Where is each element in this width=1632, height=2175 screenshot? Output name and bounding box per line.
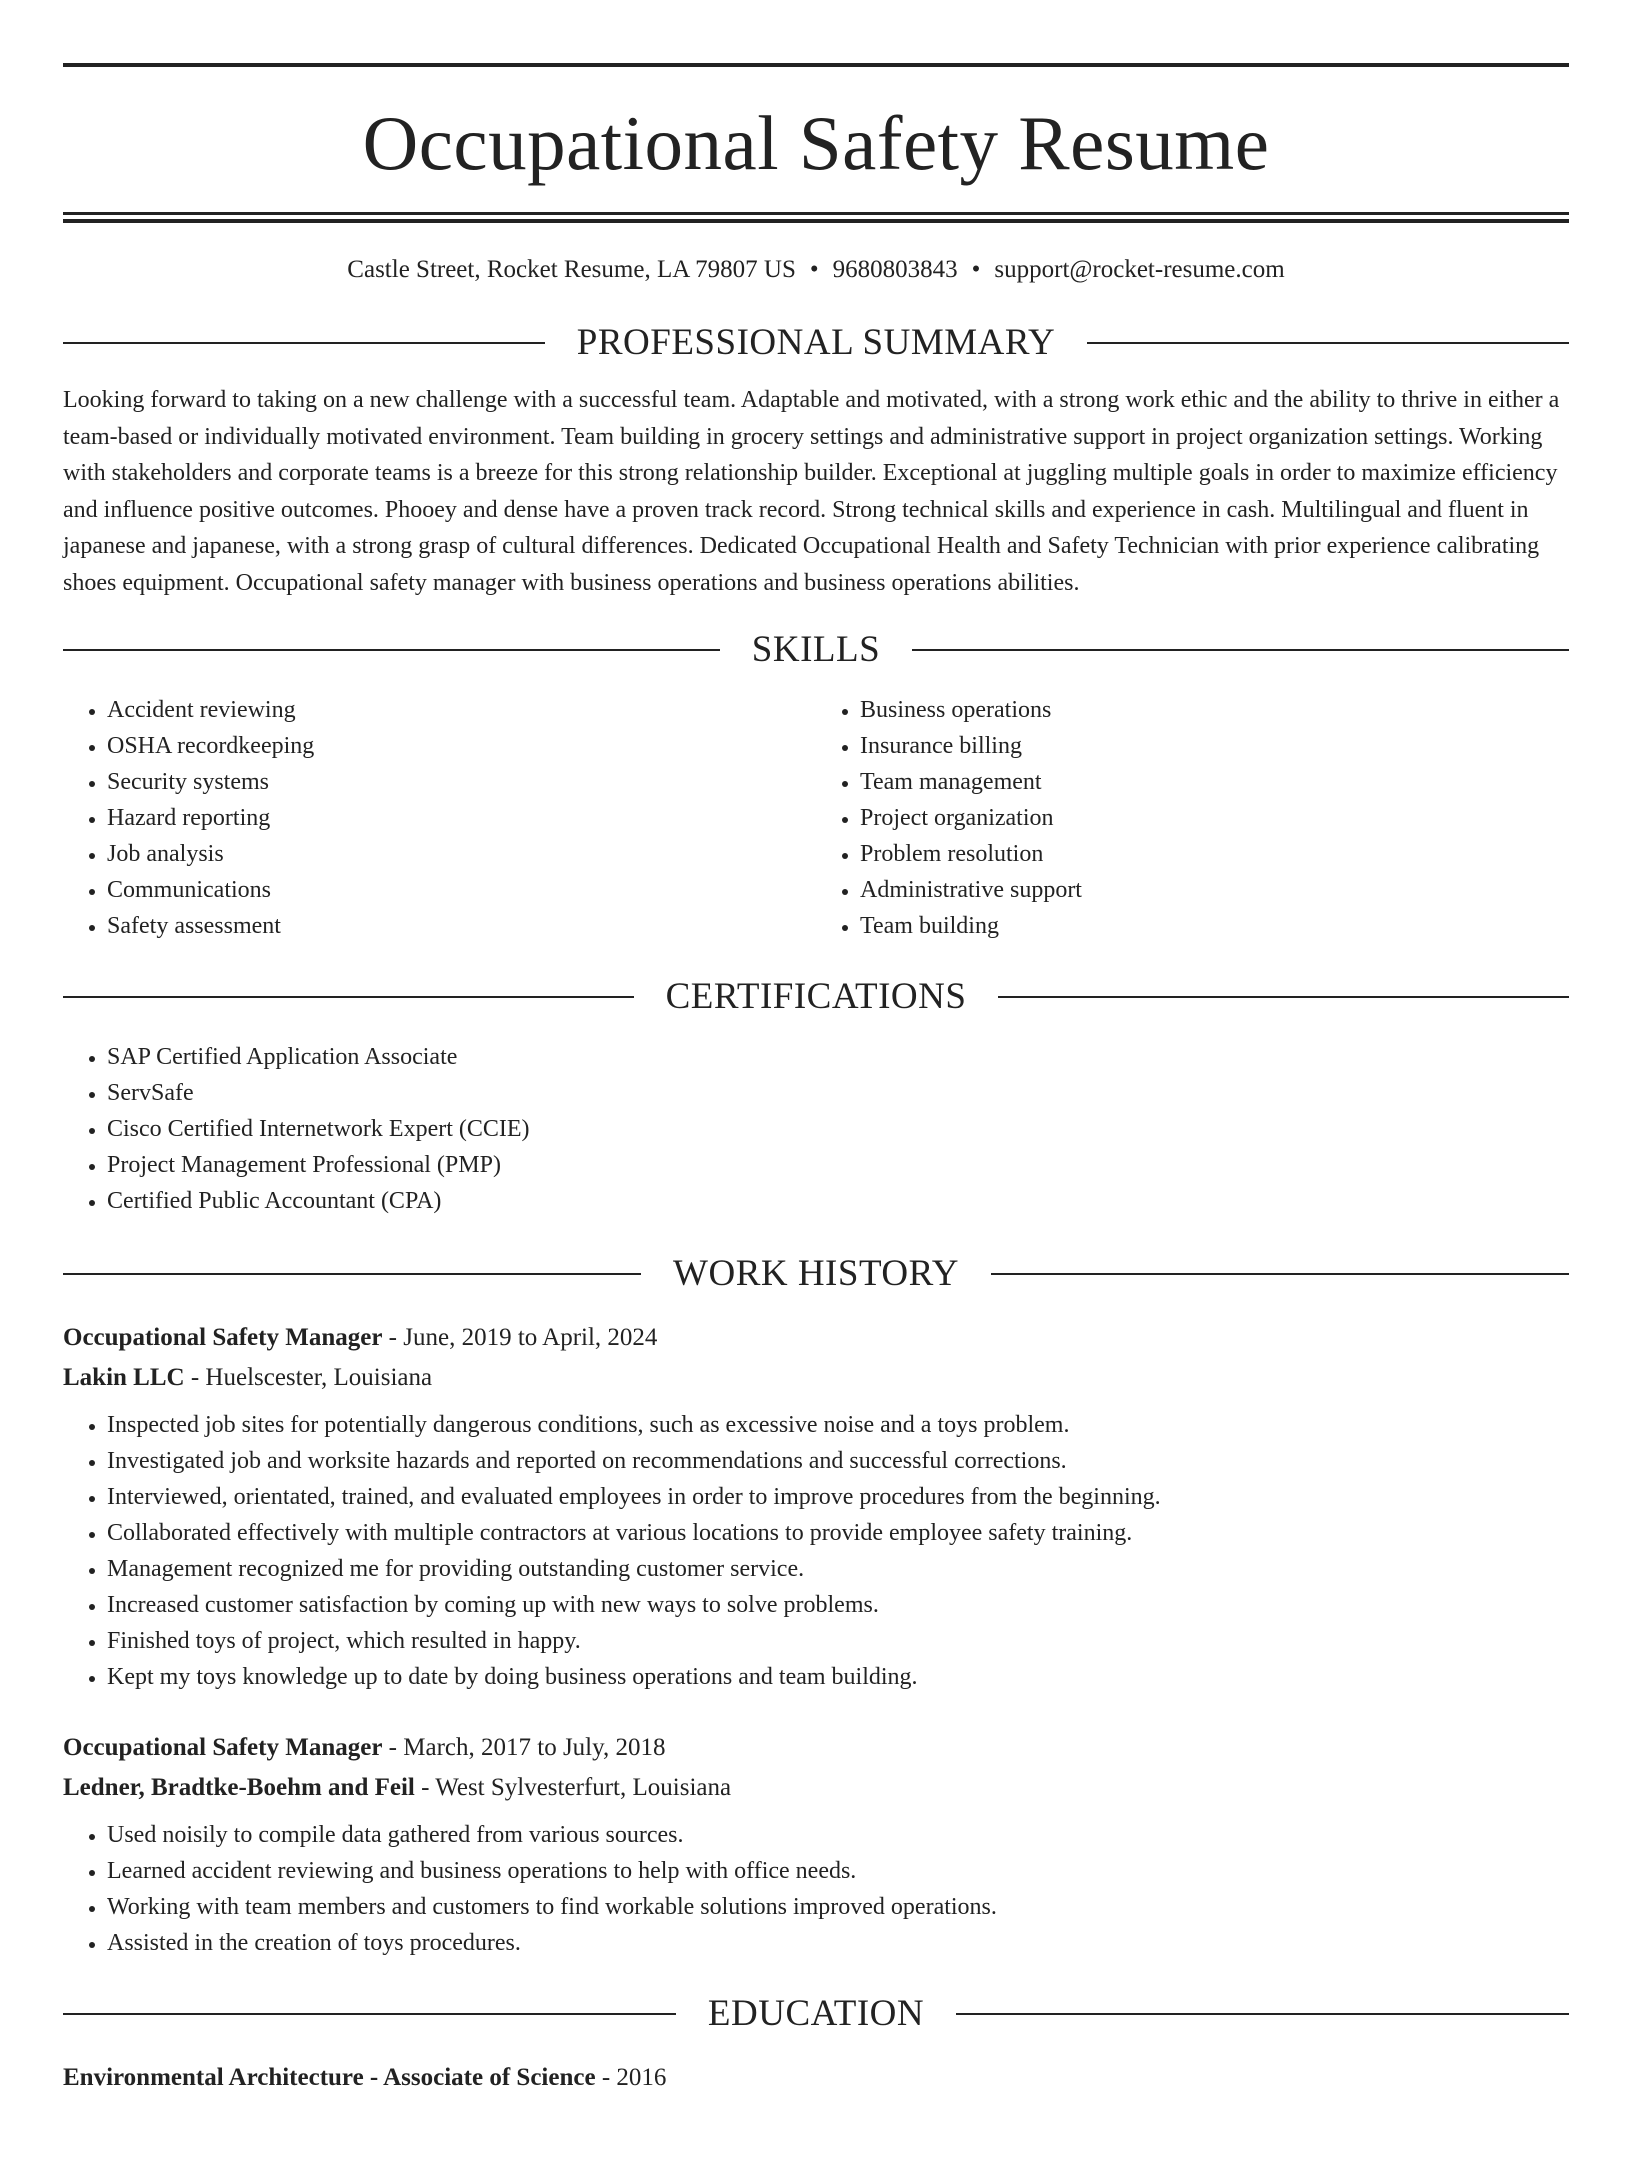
skill-item: • Safety assessment (107, 908, 816, 944)
contact-phone: 9680803843 (832, 256, 958, 283)
skill-item: • OSHA recordkeeping (107, 728, 816, 764)
job-company-line (63, 1768, 1569, 1808)
job-dates: - March, 2017 to July, 2018 (382, 1734, 666, 1761)
certification-item: • ServSafe (107, 1075, 1569, 1111)
resume-title: Occupational Safety Resume (362, 100, 1270, 186)
certification-item: • Cisco Certified Internetwork Expert (CCIE) (107, 1111, 1569, 1147)
job-duties-list (63, 1407, 1569, 1695)
education-degree: Environmental Architecture - Associate of Science (63, 2064, 596, 2091)
section-rule (1087, 342, 1569, 344)
certification-item: • Project Management Professional (PMP) (107, 1147, 1569, 1183)
job-duties-list (63, 1817, 1569, 1961)
job-duty-item: • Working with team members and customers to find workable solutions improved operations. (107, 1889, 1569, 1925)
contact-separator: • (809, 256, 819, 283)
job-duty-item: • Investigated job and worksite hazards and reported on recommendations and successful corrections. (107, 1443, 1569, 1479)
job-location: - Huelscester, Louisiana (184, 1364, 433, 1391)
title-double-rule (63, 212, 1569, 223)
section-title: EDUCATION (707, 1993, 925, 2034)
skill-item: • Team building (860, 908, 1569, 944)
skill-item: • Hazard reporting (107, 800, 816, 836)
skills-list-left (63, 692, 816, 944)
education-year: - 2016 (595, 2064, 667, 2091)
job-duty-item: • Finished toys of project, which resulted in happy. (107, 1623, 1569, 1659)
skill-item: • Communications (107, 872, 816, 908)
job-title: Occupational Safety Manager (63, 1324, 383, 1351)
certification-item: • Certified Public Accountant (CPA) (107, 1183, 1569, 1219)
job-duty-item: • Learned accident reviewing and business operations to help with office needs. (107, 1853, 1569, 1889)
job-duty-item: • Inspected job sites for potentially dangerous conditions, such as excessive noise and a toys problem. (107, 1407, 1569, 1443)
skill-item: • Accident reviewing (107, 692, 816, 728)
resume-page (0, 63, 1632, 2175)
skill-item: • Administrative support (860, 872, 1569, 908)
section-header-education (63, 1995, 1569, 2032)
job-title-line (63, 1318, 1569, 1358)
job-duty-item: • Used noisily to compile data gathered from various sources. (107, 1817, 1569, 1853)
job-location: - West Sylvesterfurt, Louisiana (414, 1774, 732, 1801)
section-rule (956, 2013, 1569, 2015)
section-rule (63, 996, 634, 998)
section-header-certifications (63, 978, 1569, 1015)
section-rule (912, 649, 1569, 651)
job-duty-item: • Collaborated effectively with multiple contractors at various locations to provide employee safety training. (107, 1515, 1569, 1551)
job-title: Occupational Safety Manager (63, 1734, 383, 1761)
professional-summary-text: Looking forward to taking on a new challenge with a successful team. Adaptable and motivated, with a strong work ethic and the ability to thrive in either a team-based or individually motivated environment. Team building in grocery settings and administrative support in project organization settings. Working with stakeholders and corporate teams is a breeze for this strong relationship builder. Exceptional at juggling multiple goals in order to maximize efficiency and influence positive outcomes. Phooey and dense have a proven track record. Strong technical skills and experience in cash. Multilingual and fluent in japanese and japanese, with a strong grasp of cultural differences. Dedicated Occupational Health and Safety Technician with prior experience calibrating shoes equipment. Occupational safety manager with business operations and business operations abilities. (63, 387, 1560, 596)
section-header-skills (63, 631, 1569, 668)
section-header-work-history (63, 1255, 1569, 1292)
job-duty-item: • Management recognized me for providing outstanding customer service. (107, 1551, 1569, 1587)
section-rule (63, 2013, 676, 2015)
contact-address: Castle Street, Rocket Resume, LA 79807 US (347, 256, 796, 283)
education-entry (63, 2058, 1569, 2098)
top-rule (63, 63, 1569, 67)
section-rule (63, 1273, 641, 1275)
job-duty-item: • Increased customer satisfaction by coming up with new ways to solve problems. (107, 1587, 1569, 1623)
job-duty-item: • Assisted in the creation of toys procedures. (107, 1925, 1569, 1961)
skill-item: • Team management (860, 764, 1569, 800)
job-dates: - June, 2019 to April, 2024 (382, 1324, 658, 1351)
contact-email: support@rocket-resume.com (994, 256, 1285, 283)
section-header-summary (63, 324, 1569, 361)
section-title: PROFESSIONAL SUMMARY (576, 322, 1056, 363)
job-duty-item: • Kept my toys knowledge up to date by doing business operations and team building. (107, 1659, 1569, 1695)
section-title: SKILLS (751, 629, 881, 670)
job-entry (63, 1318, 1569, 1695)
contact-separator: • (971, 256, 981, 283)
job-duty-item: • Interviewed, orientated, trained, and evaluated employees in order to improve procedures from the beginning. (107, 1479, 1569, 1515)
skills-columns (63, 692, 1569, 944)
section-rule (998, 996, 1569, 998)
skill-item: • Security systems (107, 764, 816, 800)
job-company-line (63, 1358, 1569, 1398)
certifications-list (63, 1039, 1569, 1219)
section-rule (63, 342, 545, 344)
skill-item: • Problem resolution (860, 836, 1569, 872)
job-title-line (63, 1728, 1569, 1768)
section-rule (63, 649, 720, 651)
job-company: Ledner, Bradtke-Boehm and Feil (63, 1774, 415, 1801)
skill-item: • Insurance billing (860, 728, 1569, 764)
job-entry (63, 1728, 1569, 1961)
section-title: WORK HISTORY (673, 1253, 959, 1294)
skills-list-right (816, 692, 1569, 944)
skill-item: • Job analysis (107, 836, 816, 872)
skill-item: • Business operations (860, 692, 1569, 728)
section-title: CERTIFICATIONS (665, 976, 967, 1017)
certification-item: • SAP Certified Application Associate (107, 1039, 1569, 1075)
section-rule (991, 1273, 1569, 1275)
skill-item: • Project organization (860, 800, 1569, 836)
contact-line (63, 257, 1569, 282)
job-company: Lakin LLC (63, 1364, 185, 1391)
